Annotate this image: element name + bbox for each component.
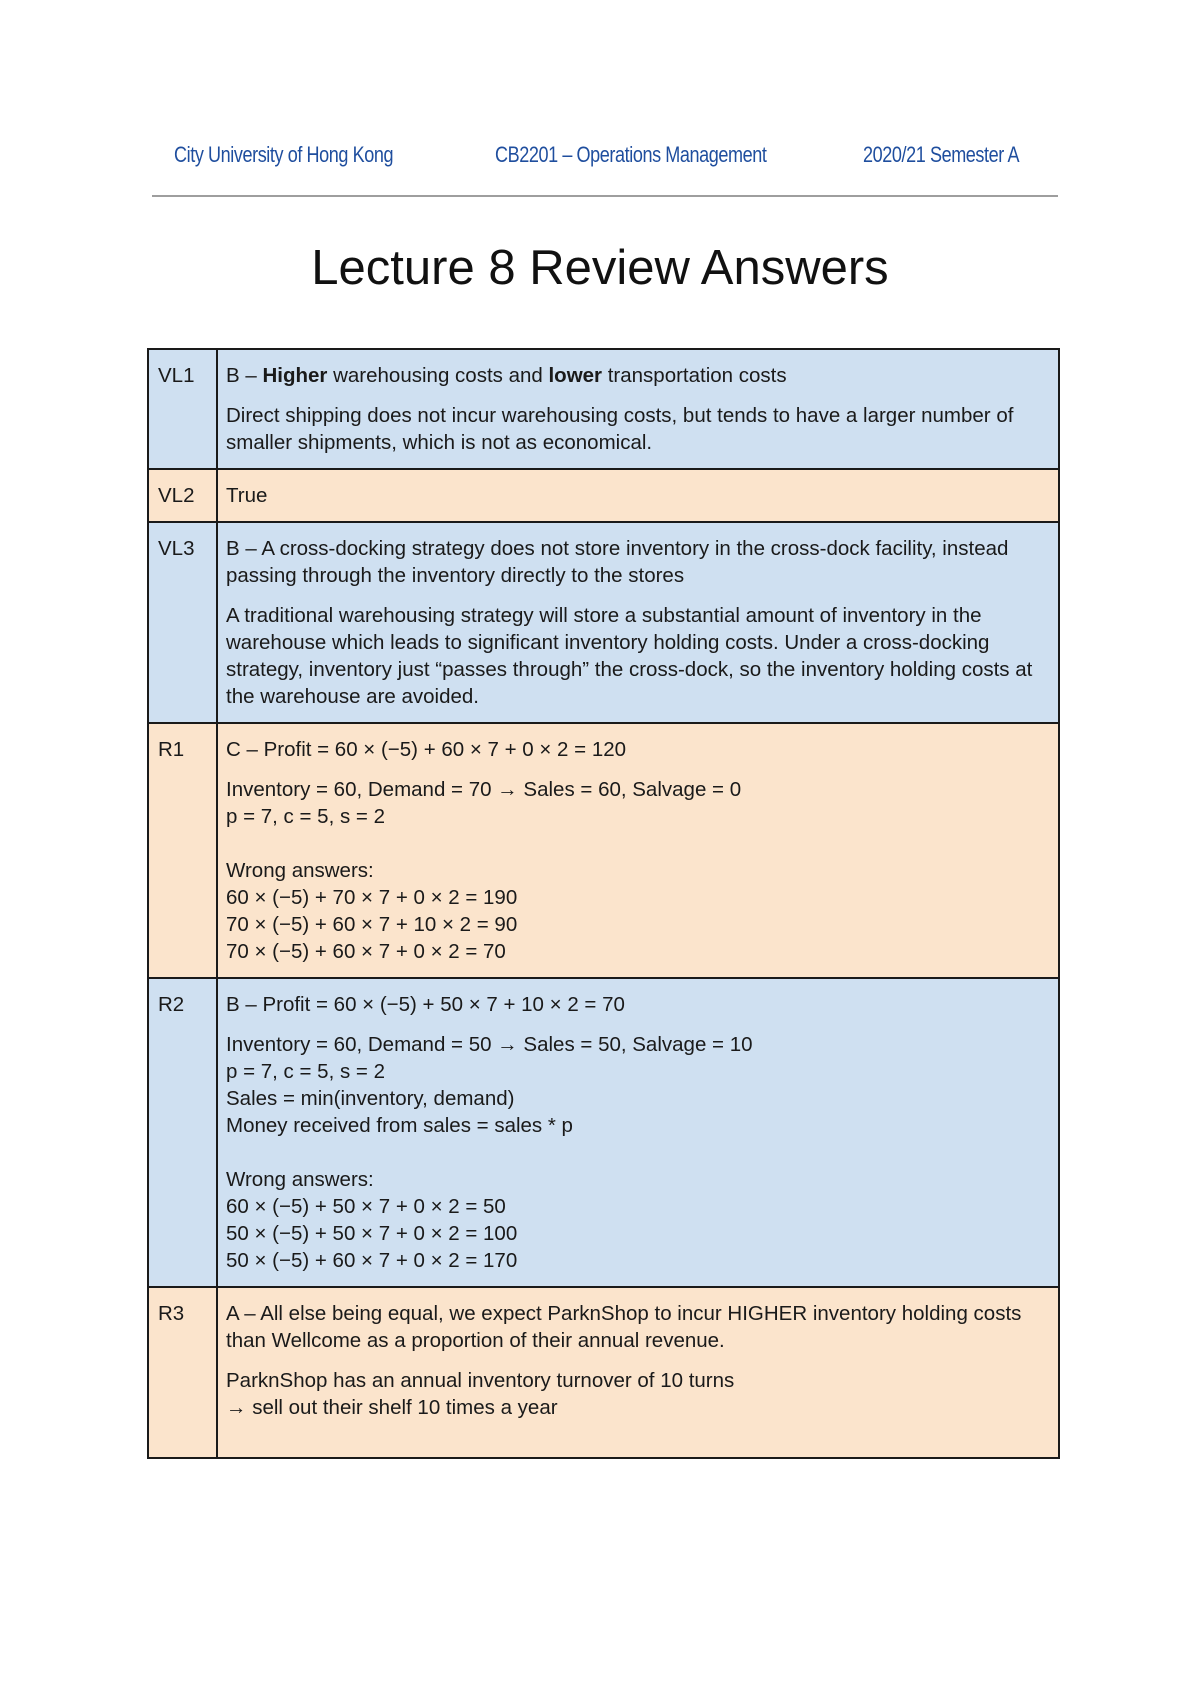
answers-table [147,348,1060,1459]
answer-cell [217,723,1059,978]
answer-line: A – All else being equal, we expect ParknShop to incur HIGHER inventory holding costs than Wellcome as a proportion of their annual revenue. [226,1302,1022,1352]
table-row-vl3 [148,522,1059,723]
wrong-answer: 60 × (−5) + 50 × 7 + 0 × 2 = 50 [226,1195,506,1218]
page-title: Lecture 8 Review Answers [311,241,889,295]
question-code: R3 [148,1287,217,1458]
working-line: Inventory = 60, Demand = 70 → Sales = 60, Salvage = 0 [226,778,742,801]
working-block [226,1031,1050,1139]
wrong-answer: 60 × (−5) + 70 × 7 + 0 × 2 = 190 [226,886,518,909]
answer-cell [217,522,1059,723]
answer-emphasis: Higher [262,364,328,387]
wrong-answer: 50 × (−5) + 60 × 7 + 0 × 2 = 170 [226,1249,518,1272]
answer-text: warehousing costs and [327,364,549,387]
question-code: VL3 [148,522,217,723]
explanation: A traditional warehousing strategy will store a substantial amount of inventory in the warehouse which leads to significant inventory holding costs. Under a cross-docking strategy, inventory just “passes through” the cross-dock, so the inventory holding costs at the warehouse are avoided. [226,604,1033,708]
question-code: VL1 [148,349,217,469]
answer-line [226,362,1050,389]
answer-text: transportation costs [602,364,787,387]
answer-cell [217,1287,1059,1458]
header-course: CB2201 – Operations Management [495,142,767,167]
header-divider [152,195,1058,197]
working-line: → sell out their shelf 10 times a year [226,1396,558,1419]
wrong-answers-block [226,1166,1050,1274]
working-line: p = 7, c = 5, s = 2 [226,1060,385,1083]
table-row-r2 [148,978,1059,1287]
table-row-vl1 [148,349,1059,469]
wrong-answer: 70 × (−5) + 60 × 7 + 10 × 2 = 90 [226,913,518,936]
header-semester: 2020/21 Semester A [863,142,1020,167]
answer-line: B – Profit = 60 × (−5) + 50 × 7 + 10 × 2 = 70 [226,993,625,1016]
working-line: Inventory = 60, Demand = 50 → Sales = 50, Salvage = 10 [226,1033,753,1056]
answer-letter: B – [226,364,263,387]
working-line: ParknShop has an annual inventory turnover of 10 turns [226,1369,735,1392]
working-line: Sales = min(inventory, demand) [226,1087,515,1110]
question-code: VL2 [148,469,217,522]
page-header [152,142,1058,172]
table-row-r1 [148,723,1059,978]
wrong-answers-heading: Wrong answers: [226,1168,374,1191]
question-code: R1 [148,723,217,978]
question-code: R2 [148,978,217,1287]
explanation: Direct shipping does not incur warehousing costs, but tends to have a larger number of smaller shipments, which is not as economical. [226,404,1014,454]
working-block [226,776,1050,830]
answer-emphasis: lower [548,364,603,387]
answer-cell [217,469,1059,522]
answer-cell [217,349,1059,469]
answer-cell [217,978,1059,1287]
wrong-answer: 50 × (−5) + 50 × 7 + 0 × 2 = 100 [226,1222,518,1245]
table-row-vl2 [148,469,1059,522]
header-university: City University of Hong Kong [174,142,394,167]
answer-line: True [226,484,268,507]
table-row-r3 [148,1287,1059,1458]
working-line: Money received from sales = sales * p [226,1114,573,1137]
wrong-answers-heading: Wrong answers: [226,859,374,882]
answer-line: B – A cross-docking strategy does not store inventory in the cross-dock facility, instead passing through the inventory directly to the stores [226,537,1009,587]
answer-line: C – Profit = 60 × (−5) + 60 × 7 + 0 × 2 = 120 [226,738,627,761]
wrong-answers-block [226,857,1050,965]
wrong-answer: 70 × (−5) + 60 × 7 + 0 × 2 = 70 [226,940,506,963]
working-block [226,1367,1050,1421]
working-line: p = 7, c = 5, s = 2 [226,805,385,828]
